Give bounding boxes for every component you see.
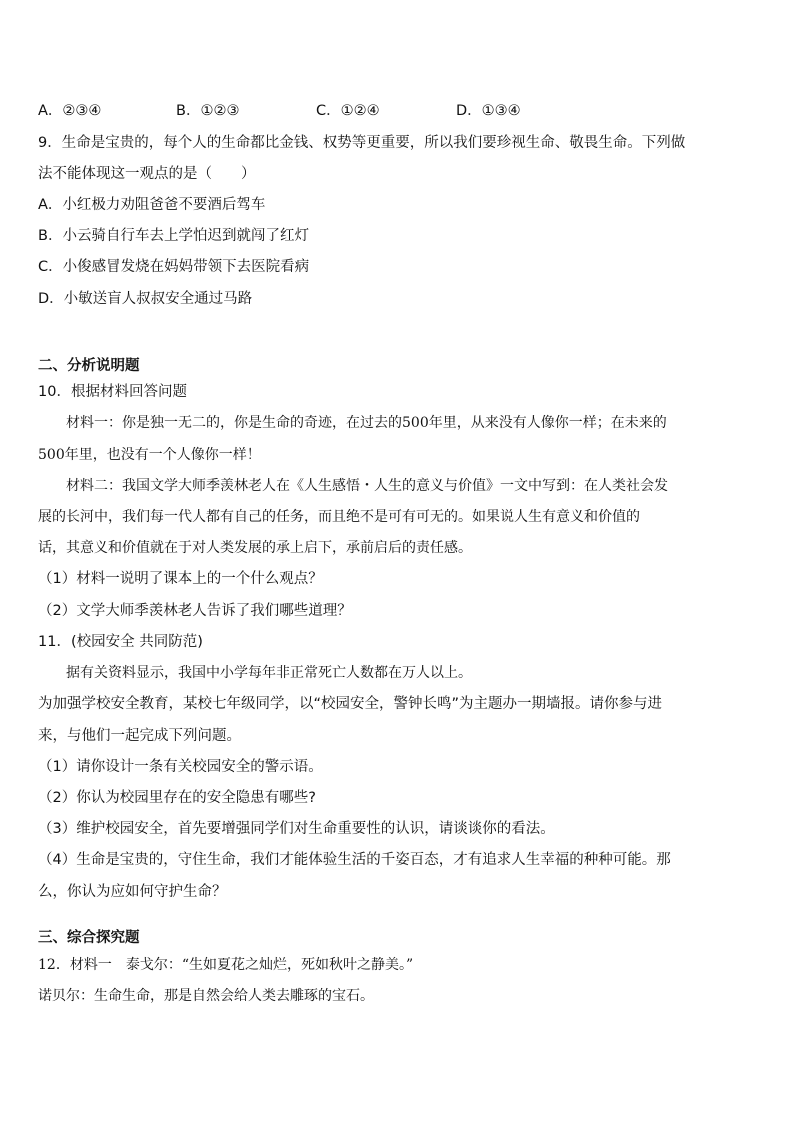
question-9-option-b: B．小云骑自行车去上学怕迟到就闯了红灯 — [38, 228, 309, 244]
question-11-sub-3: （3）维护校园安全，首先要增强同学们对生命重要性的认识，请谈谈你的看法。 — [38, 821, 555, 837]
question-10-sub-1: （1）材料一说明了课本上的一个什么观点？ — [38, 571, 323, 587]
option-c: C．①②④ — [316, 103, 380, 119]
question-10-sub-2: （2）文学大师季羡林老人告诉了我们哪些道理？ — [38, 603, 352, 619]
question-11-sub-4-line-1: （4）生命是宝贵的，守住生命，我们才能体验生活的千姿百态，才有追求人生幸福的种种可能。那 — [38, 852, 671, 868]
question-11-intro-line-2: 来，与他们一起完成下列问题。 — [38, 728, 241, 744]
question-10-material-2-line-2: 展的长河中，我们每一代人都有自己的任务，而且绝不是可有可无的。如果说人生有意义和价值的 — [38, 509, 640, 525]
question-10-material-2-line-3: 话，其意义和价值就在于对人类发展的承上启下，承前启后的责任感。 — [38, 540, 472, 556]
option-a: A．②③④ — [38, 103, 102, 119]
question-11-material-line-1: 据有关资料显示，我国中小学每年非正常死亡人数都在万人以上。 — [66, 665, 472, 681]
question-11-intro-line-1: 为加强学校安全教育，某校七年级同学，以“校园安全，警钟长鸣”为主题办一期墙报。请你参与进 — [38, 696, 663, 712]
question-10-material-2-line-1: 材料二：我国文学大师季羡林老人在《人生感悟・人生的意义与价值》一文中写到：在人类社会发 — [66, 478, 668, 494]
question-11-sub-2: （2）你认为校园里存在的安全隐患有哪些? — [38, 790, 316, 806]
option-b: B．①②③ — [176, 103, 240, 119]
question-11-stem: 11．(校园安全 共同防范) — [38, 634, 203, 650]
question-10-material-1-line-2: 500年里，也没有一个人像你一样！ — [38, 447, 261, 463]
question-9-stem-line-2: 法不能体现这一观点的是（ ） — [38, 166, 256, 182]
question-9-option-d: D．小敏送盲人叔叔安全通过马路 — [38, 291, 253, 307]
question-12-line-2: 诺贝尔：生命生命，那是自然会给人类去雕琢的宝石。 — [38, 988, 374, 1004]
question-9-option-a: A．小红极力劝阻爸爸不要酒后驾车 — [38, 197, 266, 213]
section-2-title: 二、分析说明题 — [38, 358, 140, 374]
question-10-stem: 10．根据材料回答问题 — [38, 384, 187, 400]
question-9-stem-line-1: 9．生命是宝贵的，每个人的生命都比金钱、权势等更重要，所以我们要珍视生命、敬畏生命。下列做 — [38, 135, 686, 151]
question-11-sub-1: （1）请你设计一条有关校园安全的警示语。 — [38, 759, 323, 775]
question-8-options — [38, 101, 521, 121]
question-12-line-1: 12．材料一 泰戈尔：“生如夏花之灿烂，死如秋叶之静美。” — [38, 957, 414, 973]
question-11-sub-4-line-2: 么，你认为应如何守护生命？ — [38, 884, 227, 900]
question-9-option-c: C．小俊感冒发烧在妈妈带领下去医院看病 — [38, 259, 310, 275]
question-10-material-1-line-1: 材料一：你是独一无二的，你是生命的奇迹，在过去的500年里，从来没有人像你一样；在未来的 — [66, 415, 667, 431]
section-3-title: 三、综合探究题 — [38, 930, 140, 946]
option-d: D．①③④ — [456, 103, 521, 119]
